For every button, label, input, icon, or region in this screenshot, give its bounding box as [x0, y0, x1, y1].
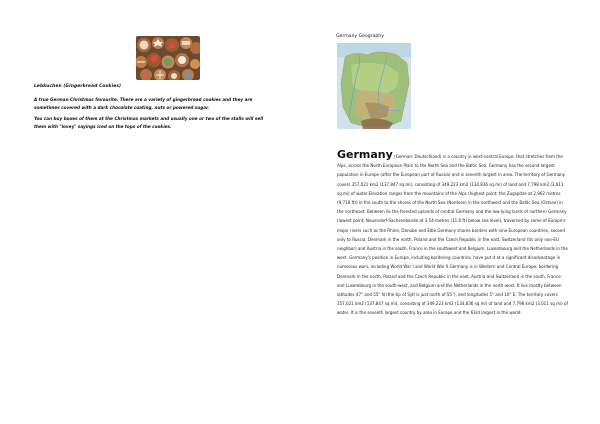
right-page [300, 0, 600, 424]
cookie-title: Lebkuchen (Gingerbread Cookies) [34, 84, 122, 89]
germany-map-image [337, 43, 411, 129]
geography-heading: Germany Geography [336, 34, 384, 39]
cookie-paragraph-2: You can buy boxes of them at the Christmas markets and usually one or two of the stalls will sell them with "lovey" sayings iced on the tops of the cookies. [34, 116, 264, 130]
article-body: is a country in west-central Europe, that stretches from the Alps, across the North European Plain to the North Sea and the Baltic Sea. Germany has the second largest population in Europe (after the European part of Russia) and is seventh largest in area. The territory of Germany covers 357,021 km2 (137,847 sq mi), consisting of 349,223 km2 (134,836 sq mi) of land and 7,798 km2 (3,011 sq mi) of water.Elevation ranges from the mountains of the Alps (highest point: the Zugspitze at 2,962 metres (9,718 ft)) in the south to the shores of the North Sea (Nordsee) in the northwest and the Baltic Sea (Ostsee) in the northeast. Between lie the forested uplands of central Germany and the low-lying lands of northern Germany (lowest point: Neuendorf-Sachsenbande at 3.54 metres (11.6 ft) below sea level), traversed by some of Europe's major rivers such as the Rhine, Danube and Elbe.Germany shares borders with nine European countries, second only to Russia: Denmark in the north, Poland and the Czech Republic in the east, Switzerland (its only non-EU neighbor) and Austria in the south, France in the southwest and Belgium, Luxembourg and the Netherlands in the west. Germany's position in Europe, including bordering countries, have put it at a significant disadvantage in numerous wars, including World War I and World War II.Germany is in Western and Central Europe, bordering Denmark in the north, Poland and the Czech Republic in the east, Austria and Switzerland in the south, France and Luxembourg in the south-west, and Belgium and the Netherlands in the north-west. It lies mostly between latitudes 47° and 55° N (the tip of Sylt is just north of 55°), and longitudes 5° and 16° E. The territory covers 357,021 km2 (137,847 sq mi), consisting of 349,223 km2 (134,836 sq mi) of land and 7,798 km2 (3,011 sq mi) of water. It is the seventh largest country by area in Europe and the 63rd largest in the world. [337, 154, 568, 316]
gingerbread-cookies-image [136, 36, 200, 80]
germany-article [337, 150, 569, 318]
cookie-paragraph-1: A true German Christmas favourite. There are a variety of gingerbread cookies and they are sometimes covered with a dark chocolate coating, nuts or powered sugar. [34, 97, 253, 111]
article-german-name: (German: Deutschland) [394, 154, 442, 159]
article-lead-word: Germany [337, 148, 393, 161]
